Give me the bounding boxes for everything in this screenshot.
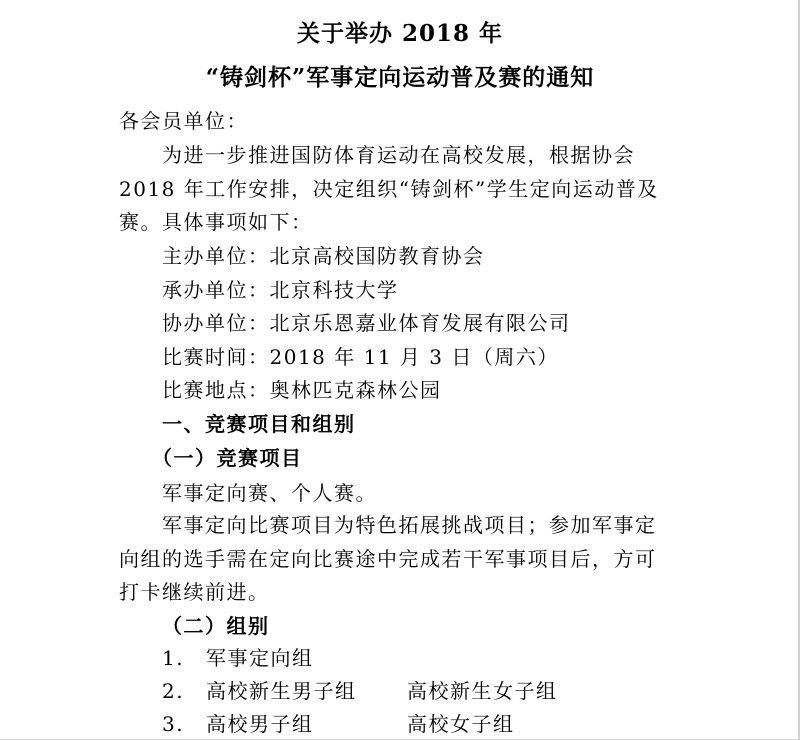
group-number: 2. bbox=[162, 679, 185, 703]
info-date: 比赛时间：2018 年 11 月 3 日（周六） bbox=[162, 345, 559, 369]
events-text: 军事定向赛、个人赛。 bbox=[162, 481, 377, 505]
group-item bbox=[162, 679, 782, 703]
group-name-female: 高校新生女子组 bbox=[407, 679, 558, 703]
subheading-events: （一）竞赛项目 bbox=[152, 446, 303, 470]
info-venue: 比赛地点：奥林匹克森林公园 bbox=[162, 378, 442, 402]
info-organizer: 主办单位：北京高校国防教育协会 bbox=[162, 244, 485, 268]
group-name-female: 高校女子组 bbox=[407, 712, 515, 736]
intro-line-3: 赛。具体事项如下： bbox=[119, 210, 313, 234]
notice-title-line-2: “铸剑杯”军事定向运动普及赛的通知 bbox=[205, 64, 595, 91]
group-number: 1. bbox=[162, 646, 185, 670]
info-co-organizer: 协办单位：北京乐恩嘉业体育发展有限公司 bbox=[162, 311, 571, 335]
intro-line-1: 为进一步推进国防体育运动在高校发展，根据协会 bbox=[162, 143, 635, 167]
group-number: 3. bbox=[162, 712, 185, 736]
section-heading-events-groups: 一、竞赛项目和组别 bbox=[162, 412, 356, 436]
events-desc-line-2: 向组的选手需在定向比赛途中完成若干军事项目后，方可 bbox=[119, 547, 657, 571]
group-name: 军事定向组 bbox=[206, 646, 314, 670]
subheading-groups: （二）组别 bbox=[162, 614, 270, 638]
info-host: 承办单位：北京科技大学 bbox=[162, 278, 399, 302]
group-name: 高校新生男子组 bbox=[206, 679, 357, 703]
group-item bbox=[162, 712, 782, 736]
events-desc-line-1: 军事定向比赛项目为特色拓展挑战项目；参加军事定 bbox=[162, 513, 657, 537]
group-name: 高校男子组 bbox=[206, 712, 314, 736]
events-desc-line-3: 打卡继续前进。 bbox=[119, 580, 270, 604]
group-item bbox=[162, 646, 782, 670]
notice-title-line-1: 关于举办 2018 年 bbox=[296, 20, 504, 47]
intro-line-2: 2018 年工作安排，决定组织“铸剑杯”学生定向运动普及 bbox=[119, 177, 659, 201]
salutation: 各会员单位： bbox=[119, 109, 248, 133]
